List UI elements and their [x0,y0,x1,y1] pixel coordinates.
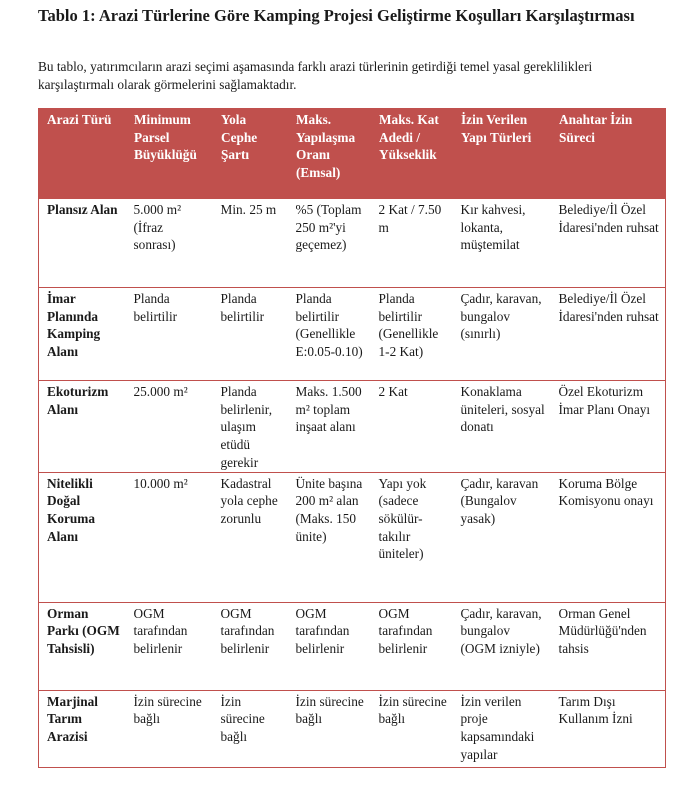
table-cell: OGM tarafından belirlenir [213,602,288,690]
table-cell: Orman Genel Müdürlüğü'nden tahsis [551,602,666,690]
table-cell: İzin sürecine bağlı [288,690,371,767]
table-cell: Planda belirtilir [126,288,213,381]
table-cell: İzin sürecine bağlı [126,690,213,767]
table-cell: Belediye/İl Özel İdaresi'nden ruhsat [551,199,666,288]
table-cell: Özel Ekoturizm İmar Planı Onayı [551,381,666,473]
header-arazi-turu: Arazi Türü [39,108,126,199]
table-cell: OGM tarafından belirlenir [288,602,371,690]
table-cell: Yapı yok (sadece sökülür-takılır üniteler) [371,472,453,602]
table-cell: Kır kahvesi, lokanta, müştemilat [453,199,551,288]
header-anahtar-izin: Anahtar İzin Süreci [551,108,666,199]
table-cell: %5 (Toplam 250 m²'yi geçemez) [288,199,371,288]
table-cell: İzin verilen proje kapsamındaki yapılar [453,690,551,767]
row-label: Plansız Alan [39,199,126,288]
header-maks-kat: Maks. Kat Adedi / Yükseklik [371,108,453,199]
row-label: Marjinal Tarım Arazisi [39,690,126,767]
row-label: Ekoturizm Alanı [39,381,126,473]
table-cell: İzin sürecine bağlı [371,690,453,767]
header-minimum-parsel: Minimum Parsel Büyüklüğü [126,108,213,199]
table-cell: Kadastral yola cephe zorunlu [213,472,288,602]
table-cell: Çadır, karavan, bungalov (sınırlı) [453,288,551,381]
table-row [39,472,666,602]
table-cell: Konaklama üniteleri, sosyal donatı [453,381,551,473]
row-label: Orman Parkı (OGM Tahsisli) [39,602,126,690]
table-cell: Planda belirtilir [213,288,288,381]
table-cell: Planda belirtilir (Genellikle E:0.05-0.10) [288,288,371,381]
table-cell: 10.000 m² [126,472,213,602]
intro-paragraph: Bu tablo, yatırımcıların arazi seçimi aşamasında farklı arazi türlerinin getirdiği temel yasal gereklilikleri karşılaştırmalı olarak görmelerini sağlamaktadır. [38,59,593,92]
header-izin-verilen-yapi: İzin Verilen Yapı Türleri [453,108,551,199]
table-row [39,690,666,767]
table-cell: Planda belirtilir (Genellikle 1-2 Kat) [371,288,453,381]
table-cell: 5.000 m² (İfraz sonrası) [126,199,213,288]
table-cell: 2 Kat [371,381,453,473]
table-row [39,602,666,690]
comparison-table [38,108,666,768]
header-maks-yapilasma: Maks. Yapılaşma Oranı (Emsal) [288,108,371,199]
table-cell: Ünite başına 200 m² alan (Maks. 150 ünite) [288,472,371,602]
header-yola-cephe: Yola Cephe Şartı [213,108,288,199]
row-label: Nitelikli Doğal Koruma Alanı [39,472,126,602]
table-cell: Çadır, karavan, bungalov (OGM izniyle) [453,602,551,690]
table-cell: Min. 25 m [213,199,288,288]
table-cell: Maks. 1.500 m² toplam inşaat alanı [288,381,371,473]
table-cell: Koruma Bölge Komisyonu onayı [551,472,666,602]
table-cell: OGM tarafından belirlenir [126,602,213,690]
table-row [39,199,666,288]
table-cell: İzin sürecine bağlı [213,690,288,767]
table-cell: Planda belirlenir, ulaşım etüdü gerekir [213,381,288,473]
table-cell: OGM tarafından belirlenir [371,602,453,690]
table-cell: Tarım Dışı Kullanım İzni [551,690,666,767]
table-cell: Belediye/İl Özel İdaresi'nden ruhsat [551,288,666,381]
table-caption: Tablo 1: Arazi Türlerine Göre Kamping Projesi Geliştirme Koşulları Karşılaştırması [38,6,635,25]
table-header-row [39,108,666,199]
table-cell: 2 Kat / 7.50 m [371,199,453,288]
table-cell: 25.000 m² [126,381,213,473]
row-label: İmar Planında Kamping Alanı [39,288,126,381]
table-row [39,381,666,473]
table-row [39,288,666,381]
table-cell: Çadır, karavan (Bungalov yasak) [453,472,551,602]
